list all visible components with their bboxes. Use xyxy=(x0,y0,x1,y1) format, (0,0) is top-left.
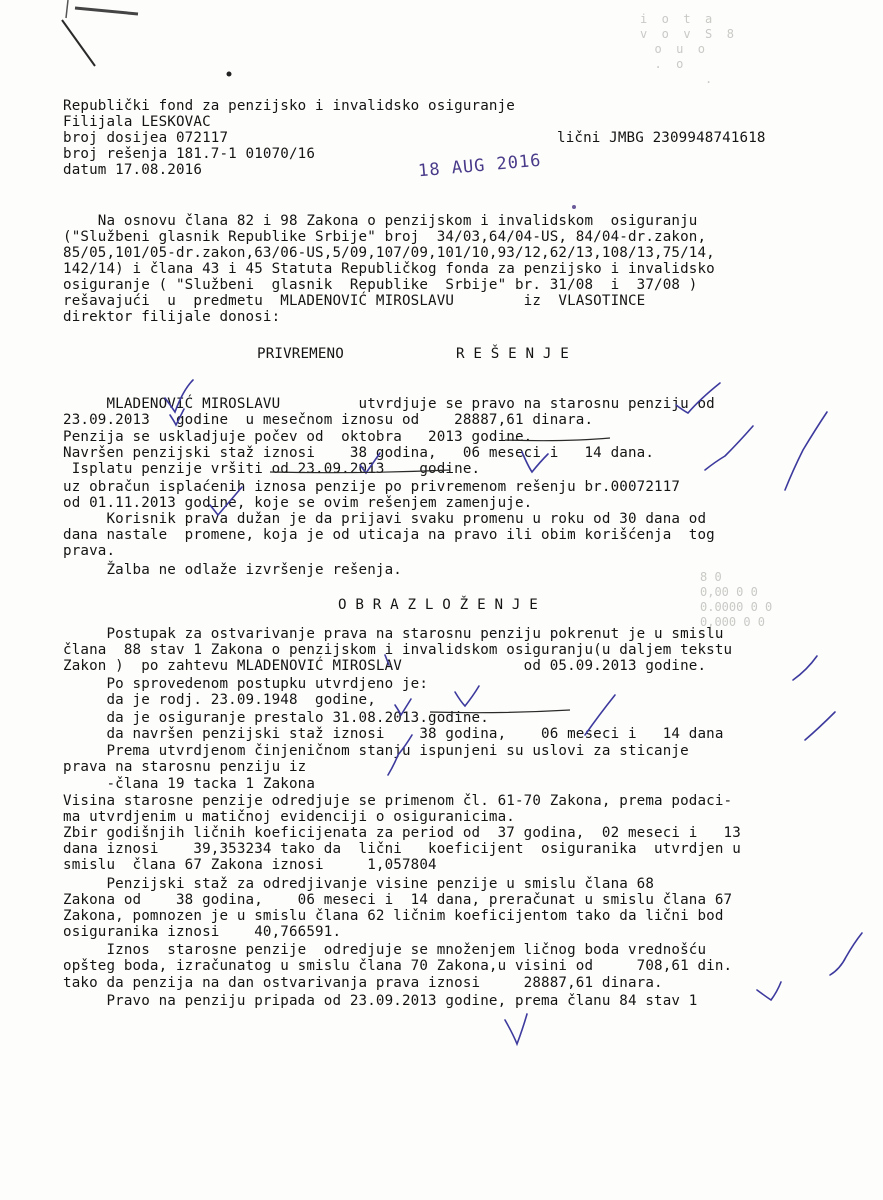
received-date-stamp: 18 AUG 2016 xyxy=(417,150,543,182)
decision-line: prava. xyxy=(63,543,116,559)
show-through-right: 8 0 0,00 0 0 0.0000 0 0 0,000 0 0 xyxy=(700,570,773,629)
decision-line: dana nastale promene, koja je od uticaja na pravo ili obim korišćenja tog xyxy=(63,527,715,543)
check-mark xyxy=(757,982,781,1000)
preamble-line: osiguranje ( "Službeni glasnik Republike Srbije" br. 31/08 i 37/08 ) xyxy=(63,277,698,293)
decision-title: R E Š E N J E xyxy=(456,346,569,362)
preamble-line: ("Službeni glasnik Republike Srbije" broj 34/03,64/04-US, 84/04-dr.zakon, xyxy=(63,229,707,245)
decision-line: Isplatu penzije vršiti od 23.09.2013 godine. xyxy=(63,461,481,477)
preamble-line: 142/14) i člana 43 i 45 Statuta Republičkog fonda za penzijsko i invalidsko xyxy=(63,261,715,277)
check-mark xyxy=(705,426,753,470)
decision-date: datum 17.08.2016 xyxy=(63,162,203,178)
reasoning-line: opšteg boda, izračunatog u smislu člana 70 Zakona,u visini od 708,61 din. xyxy=(63,958,733,974)
reasoning-line: člana 88 stav 1 Zakona o penzijskom i invalidskom osiguranju(u daljem tekstu xyxy=(63,642,733,658)
reasoning-line: Zakon ) po zahtevu MLADENOVIĆ MIROSLAV od 05.09.2013 godine. xyxy=(63,658,707,674)
decision-line: Penzija se uskladjuje počev od oktobra 2013 godine. xyxy=(63,429,533,445)
reasoning-line: Pravo na penziju pripada od 23.09.2013 godine, prema članu 84 stav 1 xyxy=(63,993,698,1009)
check-mark xyxy=(830,933,862,975)
branch-name: Filijala LESKOVAC xyxy=(63,114,211,130)
reasoning-line: Visina starosne penzije odredjuje se primenom čl. 61-70 Zakona, prema podaci- xyxy=(63,793,733,809)
reasoning-line: -člana 19 tacka 1 Zakona xyxy=(63,776,316,792)
reasoning-line: prava na starosnu penziju iz xyxy=(63,759,307,775)
check-mark xyxy=(805,712,835,740)
decision-line: Korisnik prava dužan je da prijavi svaku promenu u roku od 30 dana od xyxy=(63,511,707,527)
check-mark xyxy=(793,656,817,680)
file-number: broj dosijea 072117 xyxy=(63,130,229,146)
check-mark xyxy=(785,412,827,490)
decision-line: MLADENOVIĆ MIROSLAVU utvrdjuje se pravo na starosnu penziju od xyxy=(63,396,715,412)
check-mark xyxy=(505,1014,527,1044)
decision-line: 23.09.2013 godine u mesečnom iznosu od 28887,61 dinara. xyxy=(63,412,594,428)
decision-line: od 01.11.2013 godine, koje se ovim rešenjem zamenjuje. xyxy=(63,495,533,511)
decision-title-provisional: PRIVREMENO xyxy=(257,346,344,362)
staple-mark xyxy=(62,20,95,66)
preamble-line: direktor filijale donosi: xyxy=(63,309,281,325)
decision-line: Žalba ne odlaže izvršenje rešenja. xyxy=(63,562,402,578)
punch-dot xyxy=(572,205,576,209)
reasoning-line: tako da penzija na dan ostvarivanja prava iznosi 28887,61 dinara. xyxy=(63,975,663,991)
check-mark xyxy=(455,686,479,706)
reasoning-line: Po sprovedenom postupku utvrdjeno je: xyxy=(63,676,429,692)
reasoning-line: Penzijski staž za odredjivanje visine penzije u smislu člana 68 xyxy=(63,876,655,892)
reasoning-line: smislu člana 67 Zakona iznosi 1,057804 xyxy=(63,857,437,873)
reasoning-line: dana iznosi 39,353234 tako da lični koeficijent osiguranika utvrdjen u xyxy=(63,841,741,857)
reasoning-line: osiguranika iznosi 40,766591. xyxy=(63,924,342,940)
preamble-line: Na osnovu člana 82 i 98 Zakona o penzijskom i invalidskom osiguranju xyxy=(63,213,698,229)
reasoning-line: da navršen penzijski staž iznosi 38 godina, 06 meseci i 14 dana xyxy=(63,726,724,742)
decision-line: uz obračun isplaćenih iznosa penzije po privremenom rešenju br.00072117 xyxy=(63,479,681,495)
decision-line: Navršen penzijski staž iznosi 38 godina, 06 meseci i 14 dana. xyxy=(63,445,655,461)
personal-id: lični JMBG 2309948741618 xyxy=(557,130,766,146)
reasoning-line: da je rodj. 23.09.1948 godine, xyxy=(63,692,376,708)
reasoning-line: Prema utvrdjenom činjeničnom stanju ispunjeni su uslovi za sticanje xyxy=(63,743,689,759)
staple-mark xyxy=(66,0,68,18)
punch-dot xyxy=(227,72,232,77)
show-through-top: i o t a v o v S 8 o u o . o . xyxy=(640,12,734,86)
reasoning-line: Zbir godišnjih ličnih koeficijenata za period od 37 godina, 02 meseci i 13 xyxy=(63,825,741,841)
reasoning-title: O B R A Z L O Ž E N J E xyxy=(338,597,538,613)
preamble-line: rešavajući u predmetu MLADENOVIĆ MIROSLAVU iz VLASOTINCE xyxy=(63,293,646,309)
reasoning-line: Zakona od 38 godina, 06 meseci i 14 dana, preračunat u smislu člana 67 xyxy=(63,892,733,908)
reasoning-line: Iznos starosne penzije odredjuje se množenjem ličnog boda vrednošću xyxy=(63,942,707,958)
reasoning-line: Zakona, pomnozen je u smislu člana 62 ličnim koeficijentom tako da lični bod xyxy=(63,908,724,924)
institution-name: Republički fond za penzijsko i invalidsko osiguranje xyxy=(63,98,515,114)
decision-number: broj rešenja 181.7-1 01070/16 xyxy=(63,146,316,162)
reasoning-line: da je osiguranje prestalo 31.08.2013.godine. xyxy=(63,710,489,726)
reasoning-line: Postupak za ostvarivanje prava na starosnu penziju pokrenut je u smislu xyxy=(63,626,724,642)
reasoning-line: ma utvrdjenim u matičnoj evidenciji o osiguranicima. xyxy=(63,809,515,825)
staple-mark xyxy=(75,8,138,14)
preamble-line: 85/05,101/05-dr.zakon,63/06-US,5/09,107/09,101/10,93/12,62/13,108/13,75/14, xyxy=(63,245,715,261)
